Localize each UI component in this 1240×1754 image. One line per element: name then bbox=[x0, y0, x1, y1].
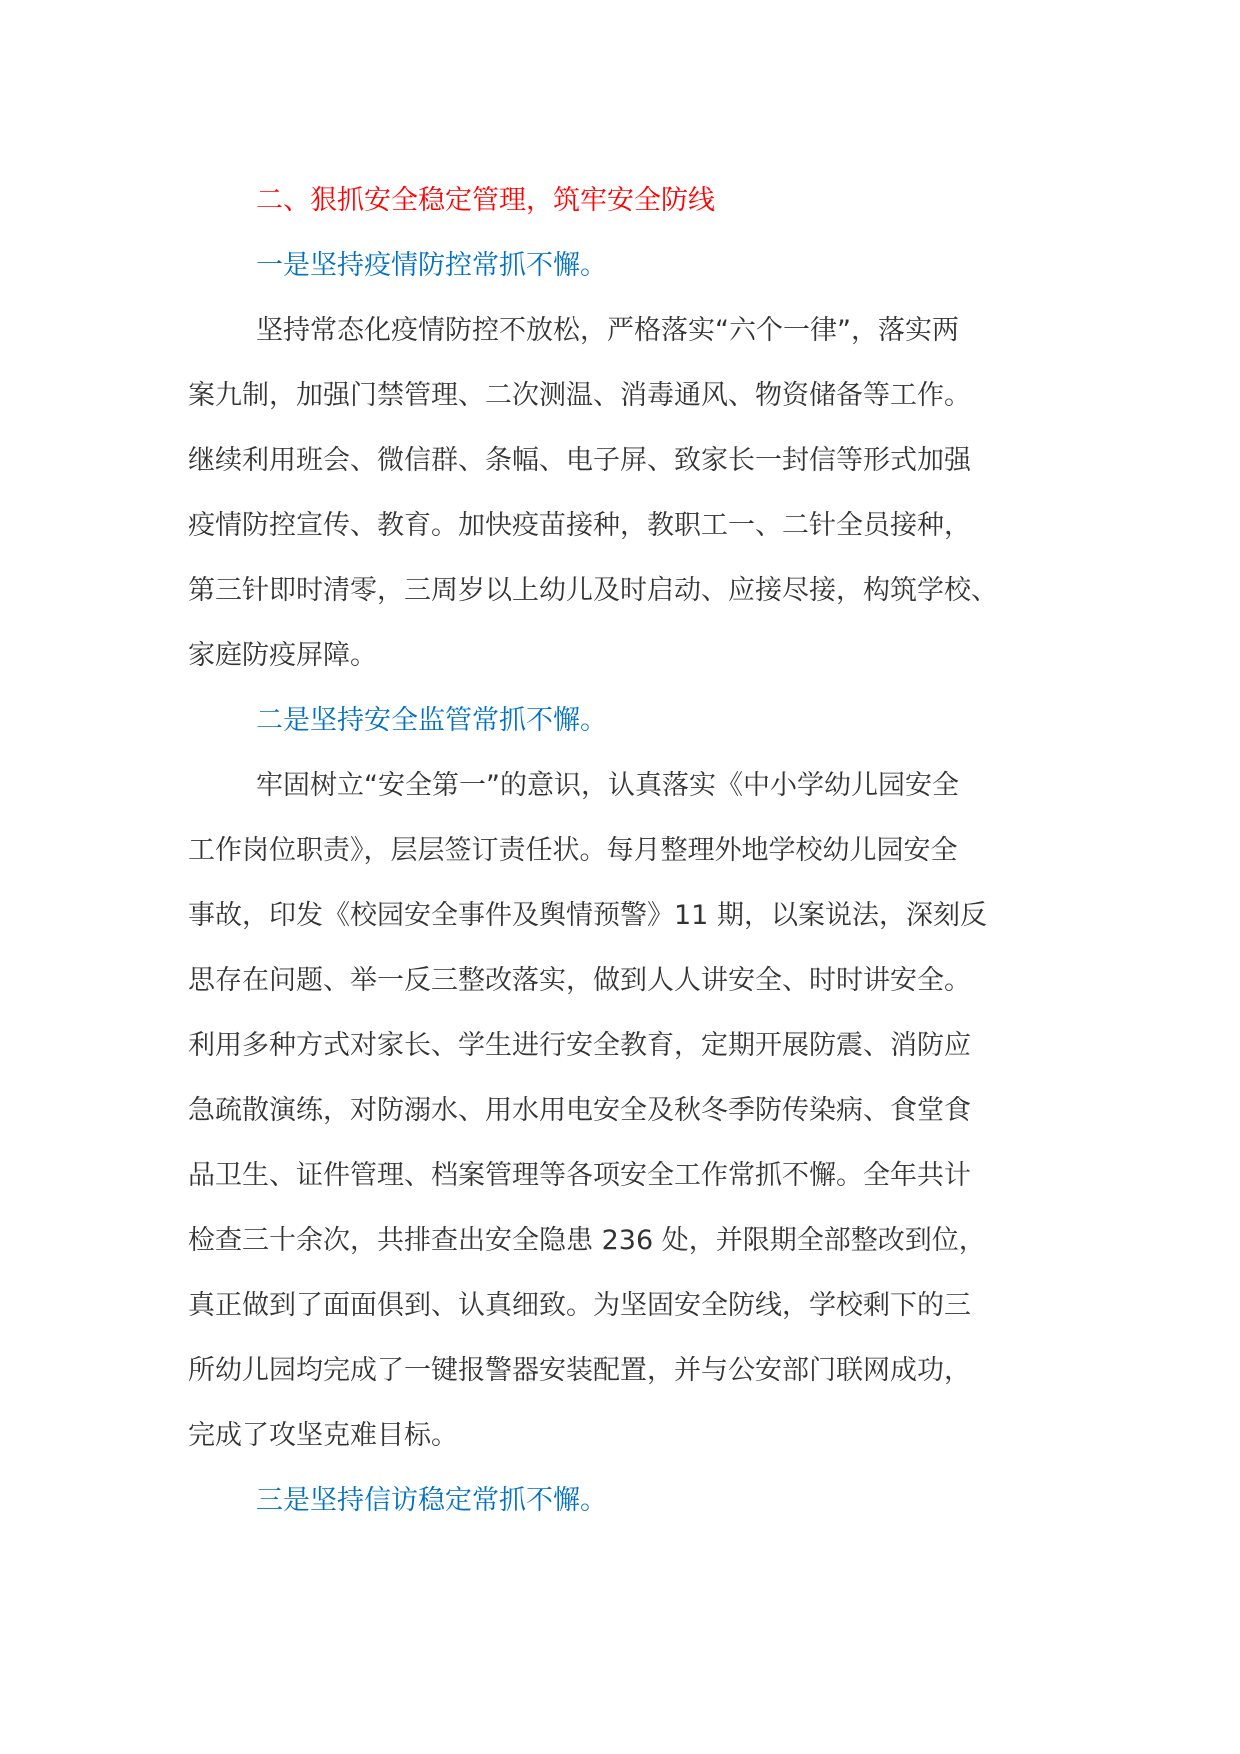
body-line: 利用多种方式对家长、学生进行安全教育，定期开展防震、消防应 bbox=[188, 1030, 971, 1061]
subsection-heading-3: 三是坚持信访稳定常抓不懈。 bbox=[256, 1485, 607, 1516]
body-line: 事故，印发《校园安全事件及舆情预警》11 期，以案说法，深刻反 bbox=[188, 900, 987, 931]
body-line: 牢固树立“安全第一”的意识，认真落实《中小学幼儿园安全 bbox=[256, 770, 959, 801]
body-line: 真正做到了面面俱到、认真细致。为坚固安全防线，学校剩下的三 bbox=[188, 1290, 971, 1321]
body-line: 完成了攻坚克难目标。 bbox=[188, 1420, 458, 1451]
body-line: 思存在问题、举一反三整改落实，做到人人讲安全、时时讲安全。 bbox=[188, 965, 971, 996]
body-line: 急疏散演练，对防溺水、用水用电安全及秋冬季防传染病、食堂食 bbox=[188, 1095, 971, 1126]
body-line: 第三针即时清零，三周岁以上幼儿及时启动、应接尽接，构筑学校、 bbox=[188, 575, 998, 606]
body-line: 家庭防疫屏障。 bbox=[188, 640, 377, 671]
body-line: 疫情防控宣传、教育。加快疫苗接种，教职工一、二针全员接种， bbox=[188, 510, 971, 541]
subsection-body-1 bbox=[188, 298, 1058, 688]
subsection-body-2 bbox=[188, 753, 1058, 1468]
body-line: 工作岗位职责》，层层签订责任状。每月整理外地学校幼儿园安全 bbox=[188, 835, 958, 866]
body-line: 坚持常态化疫情防控不放松，严格落实“六个一律”，落实两 bbox=[256, 315, 959, 346]
subsection-heading-2: 二是坚持安全监管常抓不懈。 bbox=[256, 705, 607, 736]
document-content bbox=[188, 168, 1058, 1533]
body-line: 品卫生、证件管理、档案管理等各项安全工作常抓不懈。全年共计 bbox=[188, 1160, 971, 1191]
section-title: 二、狠抓安全稳定管理，筑牢安全防线 bbox=[256, 185, 715, 216]
body-line: 案九制，加强门禁管理、二次测温、消毒通风、物资储备等工作。 bbox=[188, 380, 971, 411]
subsection-heading-1: 一是坚持疫情防控常抓不懈。 bbox=[256, 250, 607, 281]
body-line: 继续利用班会、微信群、条幅、电子屏、致家长一封信等形式加强 bbox=[188, 445, 971, 476]
body-line: 检查三十余次，共排查出安全隐患 236 处，并限期全部整改到位， bbox=[188, 1225, 986, 1256]
body-line: 所幼儿园均完成了一键报警器安装配置，并与公安部门联网成功， bbox=[188, 1355, 971, 1386]
